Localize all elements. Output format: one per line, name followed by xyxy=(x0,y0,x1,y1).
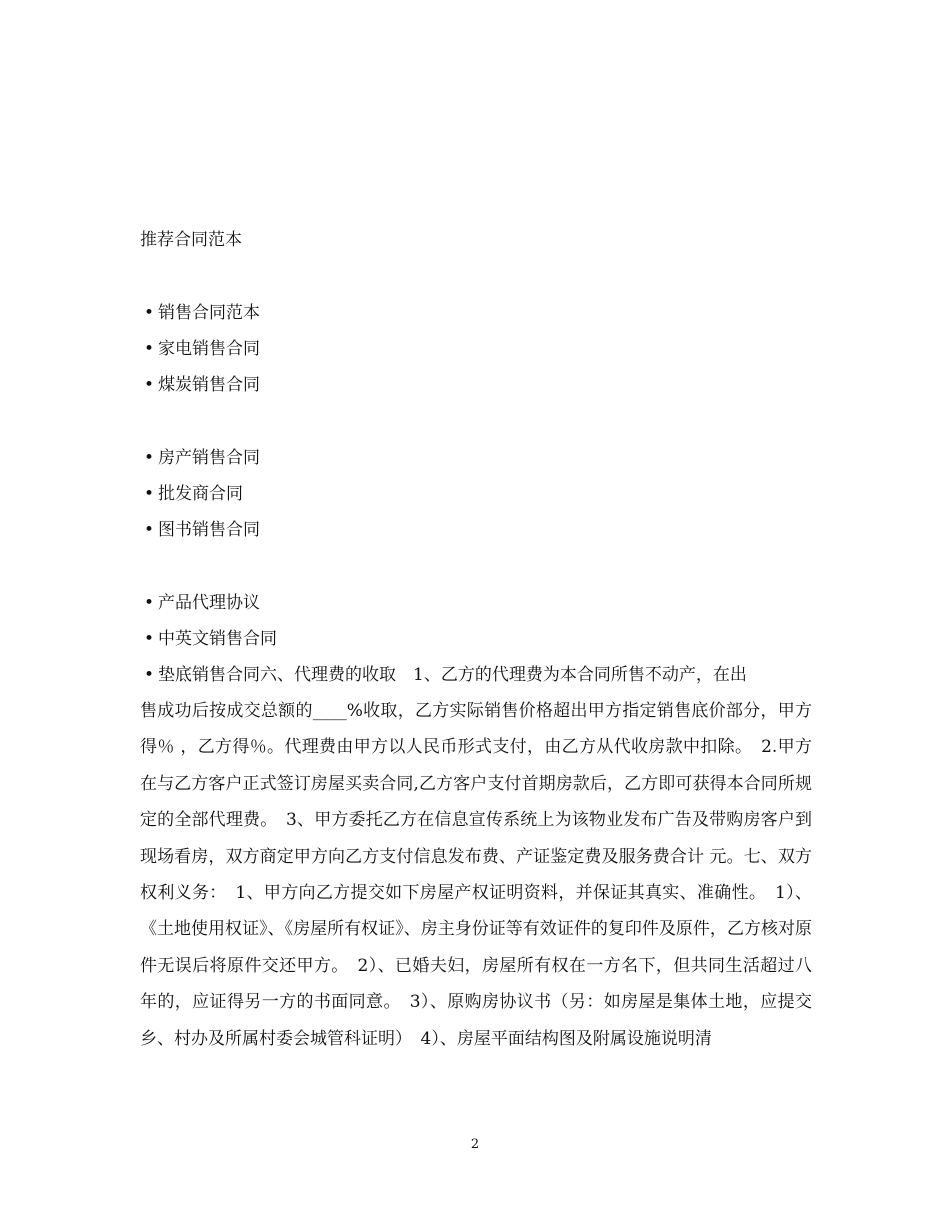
list-item[interactable] xyxy=(140,331,812,367)
page-number: 2 xyxy=(470,1137,480,1152)
bullet-icon: • xyxy=(143,339,155,359)
list-item[interactable] xyxy=(140,585,812,621)
list-item-label: 产品代理协议 xyxy=(158,593,260,613)
list-item-label: 中英文销售合同 xyxy=(158,629,277,649)
bullet-icon: • xyxy=(143,448,155,468)
list-item[interactable] xyxy=(140,657,812,693)
list-item-label: 家电销售合同 xyxy=(158,339,260,359)
bullet-icon: • xyxy=(143,484,155,504)
contract-list-group-2 xyxy=(140,440,812,548)
contract-body-paragraph: 售成功后按成交总额的____%收取，乙方实际销售价格超出甲方指定销售底价部分，甲方得％ ，乙方得％。代理费由甲方以人民币形式支付，由乙方从代收房款中扣除。 2.甲方在与乙方客户正式签订房屋买卖合同,乙方客户支付首期房款后，乙方即可获得本合同所规定的全部代理费。 3、甲方委托乙方在信息宣传系统上为该物业发布广告及带购房客户到现场看房，双方商定甲方向乙方支付信息发布费、产证鉴定费及服务费合计 元。七、双方权利义务： 1、甲方向乙方提交如下房屋产权证明资料，并保证其真实、准确性。 1）、《土地使用权证》、《房屋所有权证》、房主身份证等有效证件的复印件及原件，乙方核对原件无误后将原件交还甲方。 2）、已婚夫妇，房屋所有权在一方名下，但共同生活超过八年的，应证得另一方的书面同意。 3）、原购房协议书（另：如房屋是集体土地，应提交乡、村办及所属村委会城管科证明） 4）、房屋平面结构图及附属设施说明清 xyxy=(140,701,812,1049)
list-item-label: 批发商合同 xyxy=(158,484,243,504)
section-heading: 推荐合同范本 xyxy=(140,230,242,250)
list-item-label: 销售合同范本 xyxy=(158,303,260,323)
bullet-icon: • xyxy=(143,375,155,395)
list-item-label: 图书销售合同 xyxy=(158,520,260,540)
list-item-label: 房产销售合同 xyxy=(158,448,260,468)
contract-list-group-1 xyxy=(140,295,812,403)
bullet-icon: • xyxy=(143,303,155,323)
list-item-label: 煤炭销售合同 xyxy=(158,375,260,395)
contract-list-group-3 xyxy=(140,585,812,693)
list-item-label: 垫底销售合同六、代理费的收取 1、乙方的代理费为本合同所售不动产，在出 xyxy=(158,665,747,685)
list-item[interactable] xyxy=(140,295,812,331)
list-item[interactable] xyxy=(140,512,812,548)
bullet-icon: • xyxy=(143,593,155,613)
list-item[interactable] xyxy=(140,367,812,403)
list-item[interactable] xyxy=(140,440,812,476)
bullet-icon: • xyxy=(143,520,155,540)
bullet-icon: • xyxy=(143,629,155,649)
list-item[interactable] xyxy=(140,621,812,657)
list-item[interactable] xyxy=(140,476,812,512)
bullet-icon: • xyxy=(143,665,155,685)
